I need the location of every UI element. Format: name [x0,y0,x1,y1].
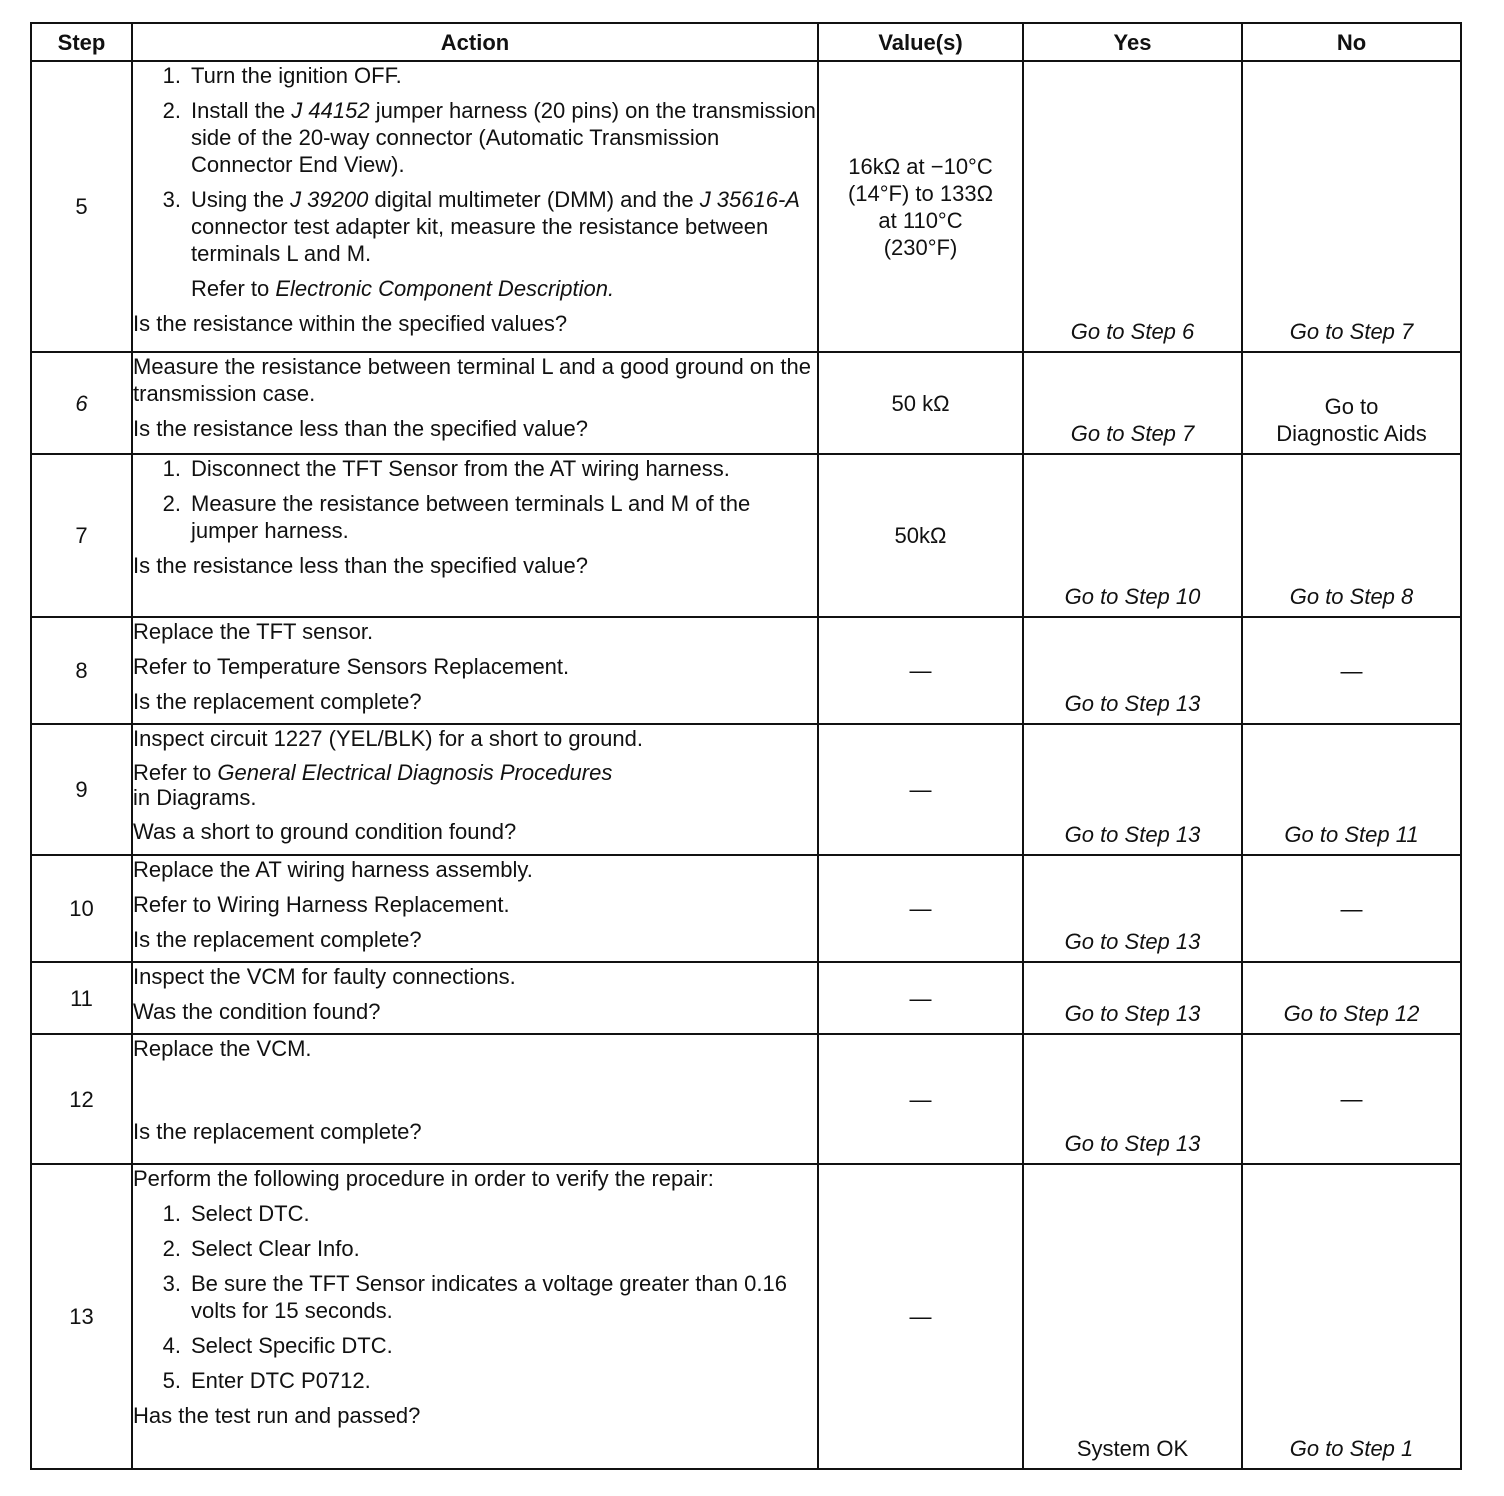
table-row-step-7 [31,454,1461,617]
list-item: 1. Turn the ignition OFF. [162,63,402,88]
action-cell: Measure the resistance between terminal L and a good ground on the transmission case. Is the resistance less than the specified value? [132,352,818,454]
no-cell [1242,855,1461,962]
no-result: Go to Step 1 [1289,1436,1414,1461]
step-number: 9 [31,724,132,855]
tool-reference: J 39200 [290,187,369,212]
list-item: 2. Measure the resistance between terminals L and M of the jumper harness. [162,491,751,543]
refer-text: Refer to Electronic Component Description. [191,276,615,301]
table-row-step-9 [31,724,1461,855]
tool-reference: J 35616-A [699,187,800,212]
header-no: No [1242,23,1461,61]
table-row-step-12 [31,1034,1461,1164]
value-cell: — [818,962,1023,1034]
question: Is the replacement complete? [133,689,422,714]
action-cell: Replace the AT wiring harness assembly. Refer to Wiring Harness Replacement. Is the replacement complete? [132,855,818,962]
yes-result: Go to Step 7 [1070,421,1195,446]
yes-result: Go to Step 6 [1070,319,1195,344]
no-result: — [1340,658,1363,683]
value-cell: — [818,1034,1023,1164]
refer-text: Refer to General Electrical Diagnosis Procedures in Diagrams. [133,760,613,810]
yes-cell [1023,962,1242,1034]
action-cell: Replace the TFT sensor. Refer to Temperature Sensors Replacement. Is the replacement complete? [132,617,818,724]
no-result: Go to Step 11 [1284,822,1419,847]
action-cell [132,454,818,617]
table-row-step-8 [31,617,1461,724]
step-number: 10 [31,855,132,962]
step-number: 13 [31,1164,132,1469]
question: Is the resistance less than the specified value? [133,553,588,578]
step-number: 6 [31,352,132,454]
action-cell: Replace the VCM. Is the replacement complete? [132,1034,818,1164]
question: Is the resistance within the specified values? [133,311,568,336]
yes-cell [1023,352,1242,454]
no-cell [1242,724,1461,855]
no-cell [1242,962,1461,1034]
no-result: Go to Step 8 [1289,584,1414,609]
header-action: Action [132,23,818,61]
step-number: 11 [31,962,132,1034]
question: Is the replacement complete? [133,1119,422,1144]
question: Is the resistance less than the specified value? [133,416,588,441]
list-item: 5. Enter DTC P0712. [162,1368,371,1393]
list-item: 2. Select Clear Info. [162,1236,360,1261]
header-step: Step [31,23,132,61]
no-cell [1242,1164,1461,1469]
action-cell: Perform the following procedure in order to verify the repair: 1. Select DTC. 2. Select Clear Info. 3. Be sure the TFT Sensor indicates a voltage greater than 0.16 volts for 15 seconds. 4. Select Specific DTC. 5. Enter DTC P0712. Has the test run and passed? [132,1164,818,1469]
step-number: 5 [31,61,132,352]
yes-result: Go to Step 13 [1064,691,1201,716]
question: Was the condition found? [133,999,381,1024]
yes-cell [1023,855,1242,962]
header-yes: Yes [1023,23,1242,61]
yes-cell [1023,724,1242,855]
step-number: 8 [31,617,132,724]
yes-result: Go to Step 13 [1064,1001,1201,1026]
list-item: 2. Install the J 44152 jumper harness (20 pins) on the transmission side of the 20-way connector (Automatic Transmission Connector End View). [162,98,816,177]
yes-result: Go to Step 13 [1064,929,1201,954]
diagnostic-table [30,22,1462,1470]
list-item: 3. Using the J 39200 digital multimeter (DMM) and the J 35616-A connector test adapter kit, measure the resistance between terminals L and M. [162,187,800,266]
question: Has the test run and passed? [133,1403,421,1428]
list-item: 1. Select DTC. [162,1201,310,1226]
step-number: 12 [31,1034,132,1164]
no-cell [1242,1034,1461,1164]
value-cell: 16kΩ at −10°C (14°F) to 133Ω at 110°C (230°F) [818,61,1023,352]
value-cell: — [818,724,1023,855]
action-cell [132,61,818,352]
yes-result: Go to Step 10 [1064,584,1201,609]
header-row [31,23,1461,61]
tool-reference: J 44152 [291,98,370,123]
no-result: — [1340,896,1363,921]
yes-cell [1023,61,1242,352]
action-cell: Inspect circuit 1227 (YEL/BLK) for a short to ground. Refer to General Electrical Diagnosis Procedures in Diagrams. Was a short to ground condition found? [132,724,818,855]
no-result: Go to Step 7 [1289,319,1414,344]
yes-result: System OK [1076,1436,1189,1461]
yes-cell [1023,1164,1242,1469]
value-cell: 50kΩ [818,454,1023,617]
no-result: Go to Diagnostic Aids [1276,394,1427,446]
no-cell [1242,352,1461,454]
action-cell: Inspect the VCM for faulty connections. Was the condition found? [132,962,818,1034]
table-row-step-10 [31,855,1461,962]
no-result: — [1340,1086,1363,1112]
value-cell: — [818,855,1023,962]
table-row-step-6 [31,352,1461,454]
header-values: Value(s) [818,23,1023,61]
step-number: 7 [31,454,132,617]
value-cell: 50 kΩ [818,352,1023,454]
no-cell [1242,617,1461,724]
value-cell: — [818,617,1023,724]
question: Is the replacement complete? [133,927,422,952]
no-cell [1242,454,1461,617]
no-result: Go to Step 12 [1283,1001,1420,1026]
yes-result: Go to Step 13 [1064,822,1201,847]
value-cell: — [818,1164,1023,1469]
no-cell [1242,61,1461,352]
list-item: 3. Be sure the TFT Sensor indicates a voltage greater than 0.16 volts for 15 seconds. [162,1271,787,1323]
yes-cell [1023,454,1242,617]
yes-result: Go to Step 13 [1064,1131,1201,1156]
table-row-step-13 [31,1164,1461,1469]
table-row-step-11 [31,962,1461,1034]
question: Was a short to ground condition found? [133,819,517,844]
list-item: 1. Disconnect the TFT Sensor from the AT wiring harness. [162,456,730,481]
yes-cell [1023,1034,1242,1164]
table-row-step-5 [31,61,1461,352]
yes-cell [1023,617,1242,724]
list-item: 4. Select Specific DTC. [162,1333,393,1358]
